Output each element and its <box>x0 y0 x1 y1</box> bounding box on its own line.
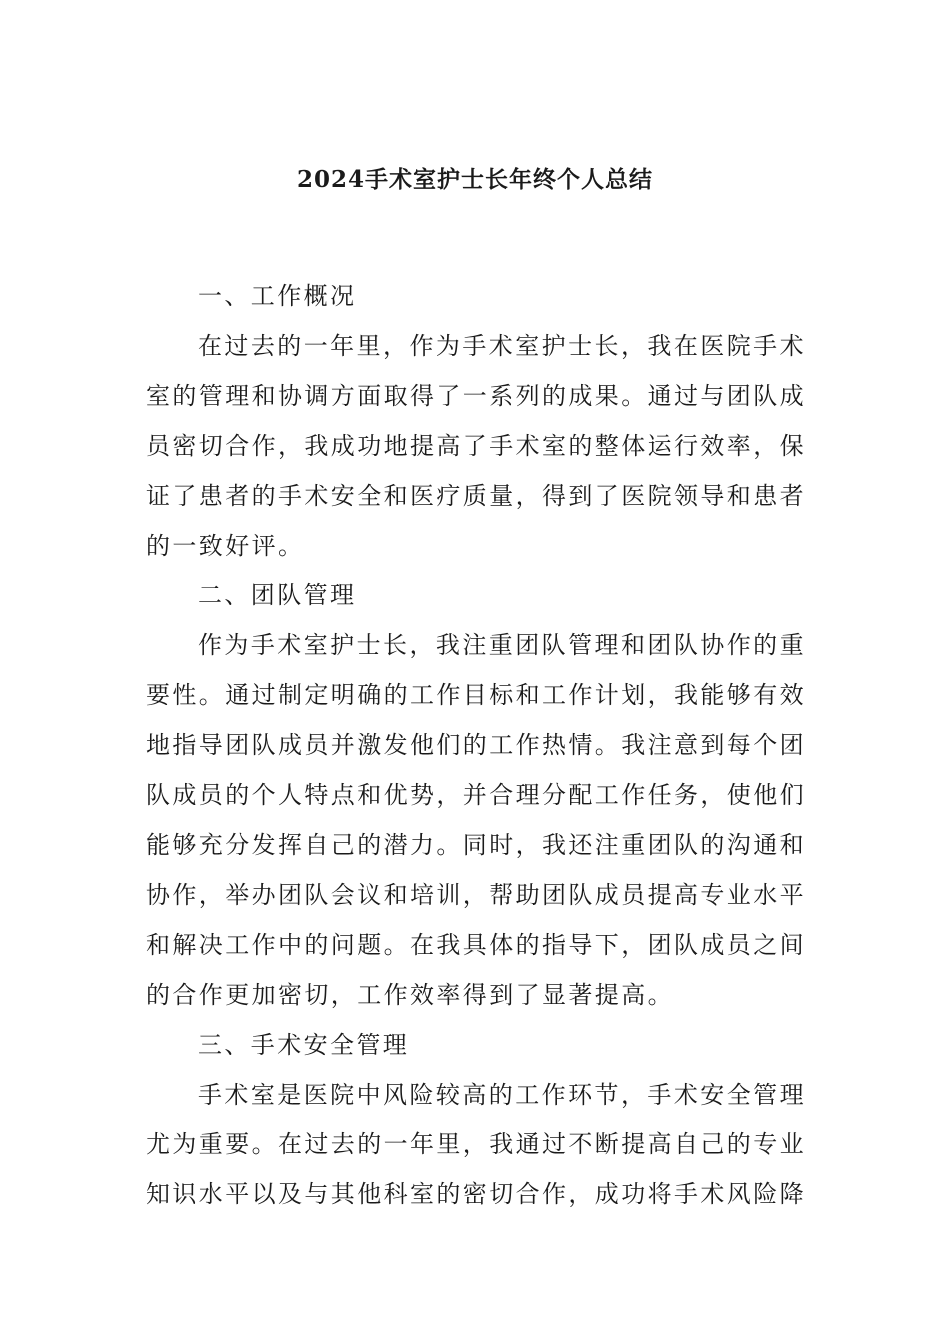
paragraph-surgical-safety: 手术室是医院中风险较高的工作环节，手术安全管理尤为重要。在过去的一年里，我通过不断提高自己的专业知识水平以及与其他科室的密切合作，成功将手术风险降 <box>146 1080 806 1209</box>
paragraph-overview: 在过去的一年里，作为手术室护士长，我在医院手术室的管理和协调方面取得了一系列的成果。通过与团队成员密切合作，我成功地提高了手术室的整体运行效率，保证了患者的手术安全和医疗质量，得到了医院领导和患者的一致好评。 <box>146 331 806 560</box>
section-heading-overview: 一、工作概况 <box>198 282 357 310</box>
document-title: 2024手术室护士长年终个人总结 <box>296 166 653 193</box>
document-body <box>146 272 806 1220</box>
paragraph-team-management: 作为手术室护士长，我注重团队管理和团队协作的重要性。通过制定明确的工作目标和工作计划，我能够有效地指导团队成员并激发他们的工作热情。我注意到每个团队成员的个人特点和优势，并合理分配工作任务，使他们能够充分发挥自己的潜力。同时，我还注重团队的沟通和协作，举办团队会议和培训，帮助团队成员提高专业水平和解决工作中的问题。在我具体的指导下，团队成员之间的合作更加密切，工作效率得到了显著提高。 <box>146 631 806 1009</box>
section-heading-surgical-safety: 三、手术安全管理 <box>198 1030 410 1059</box>
section-heading-team-management: 二、团队管理 <box>198 581 357 610</box>
